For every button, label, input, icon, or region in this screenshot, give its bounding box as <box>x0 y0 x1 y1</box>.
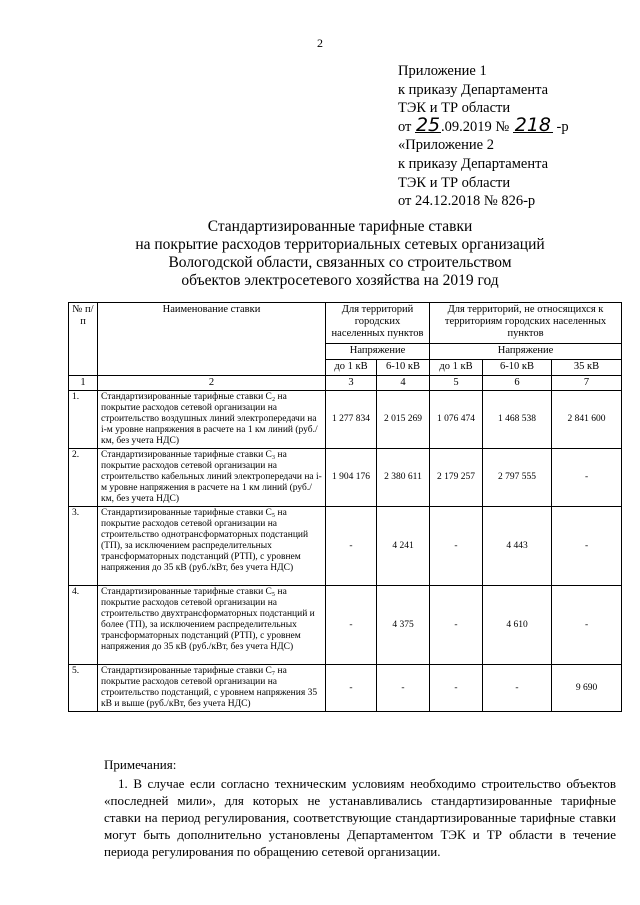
row-no: 3. <box>69 507 98 586</box>
appendix-line: от 24.12.2018 № 826-р <box>398 193 536 210</box>
appendix-line: «Приложение 2 <box>398 137 494 154</box>
row-name: Стандартизированные тарифные ставки C₇ на покрытие расходов сетевой организации на строительство подстанций, с уровнем напряжения 35 кВ и выше (руб./кВт, без учета НДС) <box>98 665 326 712</box>
cell-urban-6-10: - <box>377 665 430 712</box>
cell-urban-6-10: 2 380 611 <box>377 449 430 507</box>
appendix-header <box>398 62 634 211</box>
column-number: 3 <box>326 376 377 391</box>
header-urban-upto1: до 1 кВ <box>326 360 377 376</box>
row-name: Стандартизированные тарифные ставки C₅ на покрытие расходов сетевой организации на строительство двухтрансформаторных подстанций и более (ТП), за исключением распределительных трансформаторных подстанций (РТП), с уровнем напряжения до 35 кВ (руб./кВт, без учета НДС) <box>98 586 326 665</box>
notes-heading: Примечания: <box>104 757 177 772</box>
column-number: 6 <box>483 376 552 391</box>
cell-urban-6-10: 2 015 269 <box>377 391 430 449</box>
column-number: 2 <box>98 376 326 391</box>
header-name: Наименование ставки <box>98 303 326 376</box>
handwritten-day: 25 <box>415 113 441 136</box>
document-title <box>90 218 590 290</box>
order-suffix: -р <box>552 118 569 135</box>
cell-rural-6-10: 1 468 538 <box>483 391 552 449</box>
cell-rural-35: - <box>552 449 622 507</box>
cell-urban-upto1: - <box>326 586 377 665</box>
header-urban: Для территорий городских населенных пунктов <box>326 303 430 344</box>
table-row <box>69 507 622 586</box>
row-no: 5. <box>69 665 98 712</box>
title-line: Стандартизированные тарифные ставки <box>207 218 473 235</box>
column-number: 4 <box>377 376 430 391</box>
cell-rural-35: 9 690 <box>552 665 622 712</box>
header-rural: Для территорий, не относящихся к территориям городских населенных пунктов <box>430 303 622 344</box>
row-no: 2. <box>69 449 98 507</box>
header-voltage-urban: Напряжение <box>326 344 430 360</box>
rates-table <box>68 302 622 712</box>
cell-rural-upto1: 2 179 257 <box>430 449 483 507</box>
cell-rural-6-10: 2 797 555 <box>483 449 552 507</box>
cell-rural-upto1: 1 076 474 <box>430 391 483 449</box>
cell-rural-upto1: - <box>430 507 483 586</box>
table-row <box>69 586 622 665</box>
header-rural-35: 35 кВ <box>552 360 622 376</box>
title-line: объектов электросетевого хозяйства на 2019 год <box>181 272 499 289</box>
appendix-line: ТЭК и ТР области <box>398 174 511 191</box>
row-no: 1. <box>69 391 98 449</box>
header-no: № п/п <box>69 303 98 376</box>
table-row <box>69 665 622 712</box>
header-voltage-rural: Напряжение <box>430 344 622 360</box>
cell-rural-35: - <box>552 507 622 586</box>
date-prefix: от <box>398 118 416 135</box>
cell-rural-upto1: - <box>430 665 483 712</box>
header-rural-6-10: 6-10 кВ <box>483 360 552 376</box>
row-name: Стандартизированные тарифные ставки C₃ на покрытие расходов сетевой организации на строительство кабельных линий электропередачи на i-м уровне напряжения в расчете на 1 км линий (руб./км, без учета НДС) <box>98 449 326 507</box>
title-line: Вологодской области, связанных со строительством <box>168 254 512 271</box>
column-number: 1 <box>69 376 98 391</box>
notes-section <box>104 756 616 860</box>
title-line: на покрытие расходов территориальных сетевых организаций <box>135 236 545 253</box>
cell-rural-upto1: - <box>430 586 483 665</box>
date-rest: .09.2019 № <box>441 118 513 135</box>
cell-urban-upto1: 1 904 176 <box>326 449 377 507</box>
cell-urban-upto1: 1 277 834 <box>326 391 377 449</box>
table-row <box>69 391 622 449</box>
appendix-line: Приложение 1 <box>398 63 487 79</box>
column-number: 5 <box>430 376 483 391</box>
page-number: 2 <box>317 36 323 50</box>
cell-rural-35: 2 841 600 <box>552 391 622 449</box>
cell-rural-35: - <box>552 586 622 665</box>
cell-rural-6-10: 4 443 <box>483 507 552 586</box>
appendix-line: ТЭК и ТР области <box>398 100 511 117</box>
handwritten-order-number: 218 <box>514 113 551 136</box>
header-rural-upto1: до 1 кВ <box>430 360 483 376</box>
cell-urban-upto1: - <box>326 507 377 586</box>
row-no: 4. <box>69 586 98 665</box>
appendix-line: к приказу Департамента <box>398 81 549 98</box>
header-urban-6-10: 6-10 кВ <box>377 360 430 376</box>
cell-rural-6-10: 4 610 <box>483 586 552 665</box>
cell-urban-upto1: - <box>326 665 377 712</box>
note-paragraph: 1. В случае если согласно техническим условиям необходимо строительство объектов «последней мили», для которых не устанавливались стандартизированные тарифные ставки на период регулирования, соответствующие стандартизированные тарифные ставки могут быть дополнительно установлены Департаментом ТЭК и ТР области в течение периода регулирования по обращению сетевой организации. <box>104 776 616 859</box>
row-name: Стандартизированные тарифные ставки C₂ на покрытие расходов сетевой организации на строительство воздушных линий электропередачи на i-м уровне напряжения в расчете на 1 км линий (руб./км, без учета НДС) <box>98 391 326 449</box>
appendix-line: к приказу Департамента <box>398 155 549 172</box>
appendix-date-line <box>398 113 634 137</box>
table-row <box>69 449 622 507</box>
cell-urban-6-10: 4 375 <box>377 586 430 665</box>
row-name: Стандартизированные тарифные ставки C₅ на покрытие расходов сетевой организации на строительство однотрансформаторных подстанций (ТП), за исключением распределительных трансформаторных подстанций (РТП), с уровнем напряжения до 35 кВ (руб./кВт, без учета НДС) <box>98 507 326 586</box>
cell-urban-6-10: 4 241 <box>377 507 430 586</box>
column-number: 7 <box>552 376 622 391</box>
cell-rural-6-10: - <box>483 665 552 712</box>
